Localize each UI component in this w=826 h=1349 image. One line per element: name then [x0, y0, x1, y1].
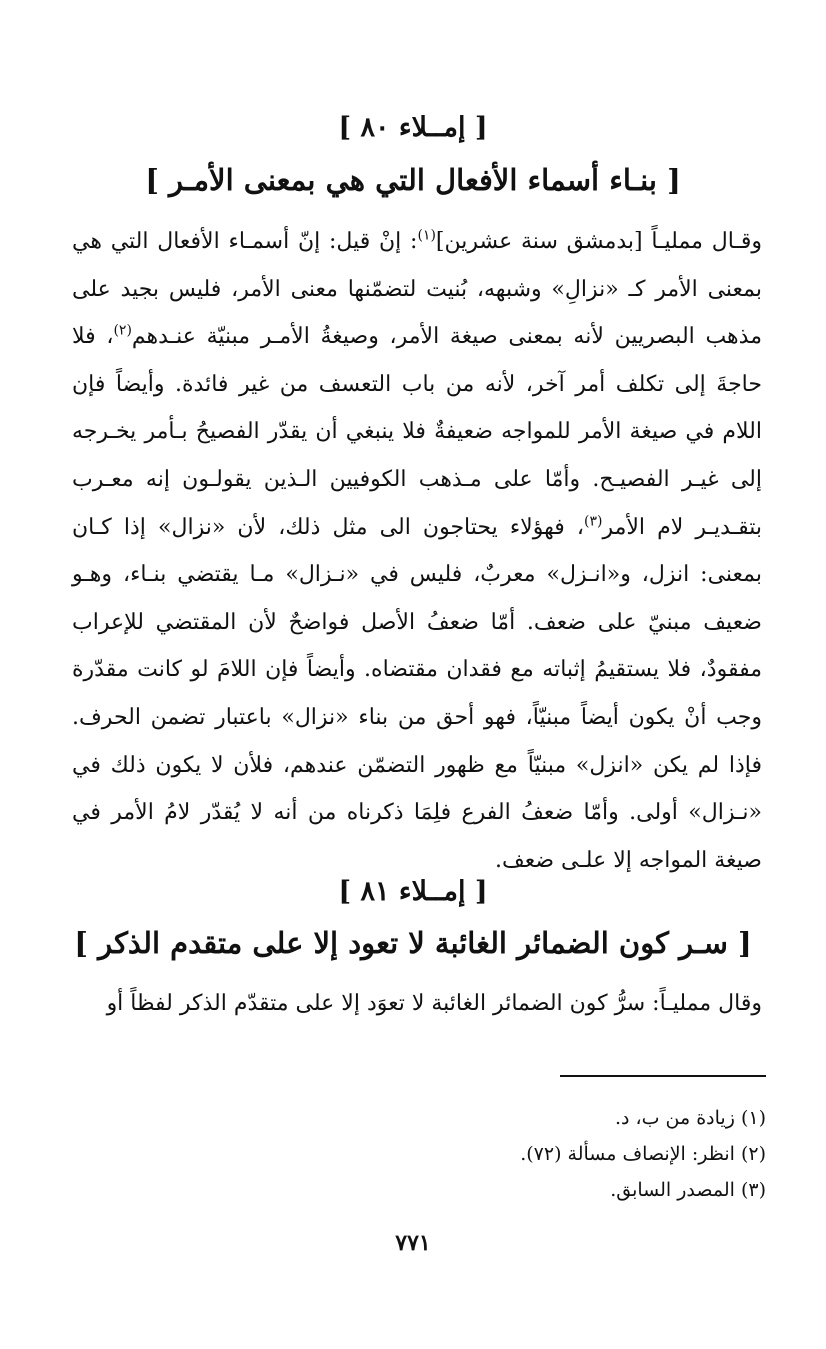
- section-81-paragraph: وقال ممليـاً: سرُّ كون الضمائر الغائبة لا تعوَد إلا على متقدّم الذكر لفظاً أو: [106, 991, 762, 1016]
- footnote-divider: [560, 1075, 766, 1077]
- section-80-body-text-3: ، فهؤلاء يحتاجون الى مثل ذلك، لأن «نزال» إذا كـان بمعنى: انزل، و«انـزل» معربٌ، فليس في «نـزال» مـا يقتضي بنـاء، وهـو ضعيف مبنيّ على ضعف. أمّا ضعفُ الأصل فواضحٌ لأن المقتضي للإعراب مفقودٌ، فلا يستقيمُ إثباته مع فقدان مقتضاه. وأيضاً فإن اللامَ لو كانت مقدّرة وجب أنْ يكون أيضاً مبنيّاً، فهو أحق من بناء «نزال» باعتبار تضمن الحرف. فإذا لم يكن «انزل» مبنيّاً مع ظهور التضمّن عندهم، فلأن لا يكون ذلك في «نـزال» أولى. وأمّا ضعفُ الفرع فلِمَا ذكرناه من أنه لا يُقدّر لامُ الأمر في صيغة المواجه إلا علـى ضعف.: [72, 514, 762, 873]
- section-80-number: [ إمــلاء ٨٠ ]: [338, 112, 488, 143]
- section-81-title: [ سـر كون الضمائر الغائبة لا تعود إلا على متقدم الذكر ]: [74, 926, 752, 960]
- section-80-body-text-2: ، فلا حاجةَ إلى تكلف أمر آخر، لأنه من باب التعسف من غير فائدة. وأيضاً فإن اللام في صيغة الأمر للمواجه ضعيفةٌ فلا ينبغي أن يقدّر الفصيحُ بـأمر يخـرجه إلى غيـر الفصيـح. وأمّا على مـذهب الكوفيين الـذين يقولـون إنه معـرب بتقـديـر لام الأمر: [72, 324, 763, 540]
- page-number: ٧٧١: [395, 1230, 431, 1256]
- section-81-number: [ إمــلاء ٨١ ]: [338, 876, 488, 907]
- footnote-2: (٢) انظر: الإنصاف مسألة (٧٢).: [520, 1143, 766, 1165]
- section-80-title: [ بنـاء أسماء الأفعال التي هي بمعنى الأمـر ]: [145, 163, 681, 197]
- footnote-3: (٣) المصدر السابق.: [610, 1179, 766, 1201]
- footnote-ref-2: (٢): [113, 322, 132, 339]
- footnote-ref-1: (١): [417, 227, 436, 244]
- footnote-1: (١) زيادة من ب، د.: [614, 1107, 766, 1129]
- section-80-intro-text: وقـال ممليـاً [بدمشق سنة عشرين]: [435, 229, 763, 254]
- section-80-paragraph: [72, 218, 762, 884]
- footnotes-list: [72, 1100, 766, 1208]
- section-80-body-text-1: : إنْ قيل: إنّ أسمـاء الأفعال التي هي بمعنى الأمر كـ «نزالِ» وشبهه، بُنيت لتضمّنها معنى الأمر، فليس بجيد على مذهب البصريين لأنه بمعنى صيغة الأمر، وصيغةُ الأمـر مبنيّة عنـدهم: [72, 229, 762, 350]
- footnote-ref-3: (٣): [583, 513, 603, 530]
